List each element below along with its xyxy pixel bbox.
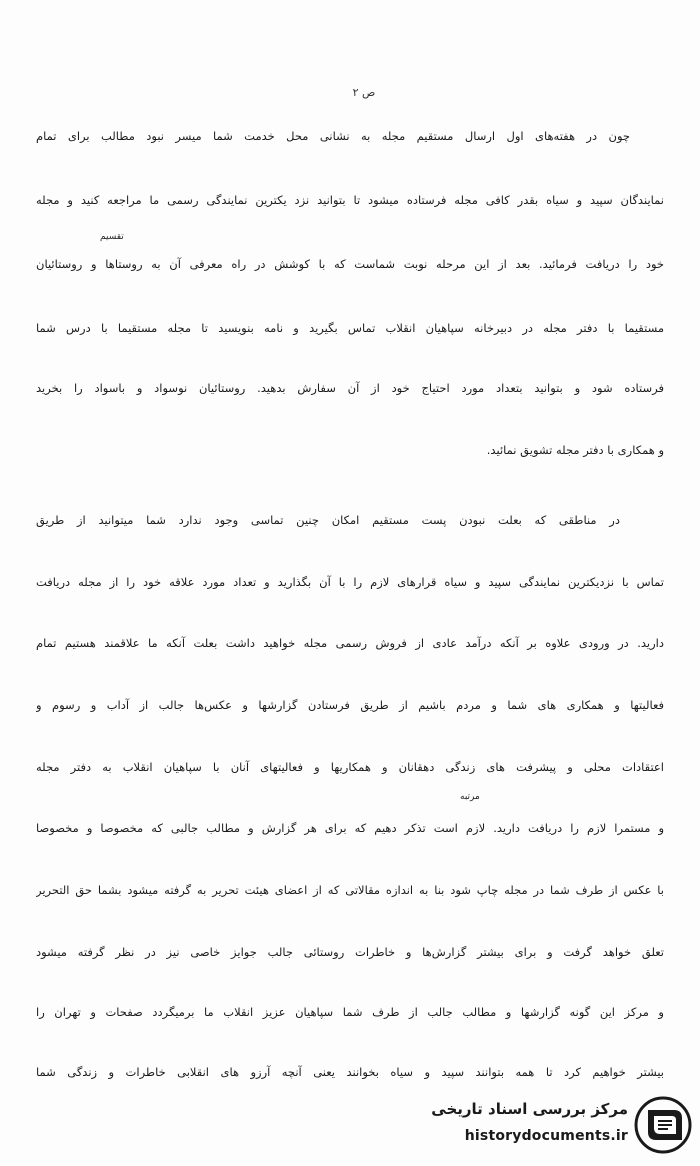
text-line: بیشتر خواهیم کرد تا همه بتوانند سپید و سیاه بخوانند یعنی آنچه آرزو های انقلابی خاطرات و زندگی شما xyxy=(36,1065,664,1079)
text-line: چون در هفته‌های اول ارسال مستقیم مجله به نشانی محل خدمت شما میسر نبود مطالب برای تمام xyxy=(36,129,630,143)
text-line: تماس با نزدیکترین نمایندگی سپید و سیاه قرارهای لازم را با آن بگذارید و تعداد مورد علاقه خود را از مجله دریافت xyxy=(36,575,664,589)
text-line: و مرکز این گونه گزارشها و مطالب جالب از طرف شما سپاهیان عزیز انقلاب ما برمیگردد صفحات و تهران را xyxy=(36,1005,664,1019)
text-line: فرستاده شود و بتوانید بتعداد مورد احتیاج خود از آن سفارش بدهید. روستائیان نوسواد و باسواد را بخرید xyxy=(36,381,664,395)
handwritten-insertion: تقسیم xyxy=(100,232,124,242)
text-line: خود را دریافت فرمائید. بعد از این مرحله نوبت شماست که با کوشش در راه معرفی آن به روستاها و روستائیان xyxy=(36,257,664,271)
text-line: فعالیتها و همکاری های شما و مردم باشیم از طریق فرستادن گزارشها و عکس‌ها جالب از آداب و رسوم و xyxy=(36,698,664,712)
watermark-logo xyxy=(402,1094,692,1158)
handwritten-insertion: مرتبه xyxy=(460,792,480,802)
text-line: در مناطقی که بعلت نبودن پست مستقیم امکان چنین تماسی وجود ندارد شما میتوانید از طریق xyxy=(36,513,620,527)
text-line: مستقیما با دفتر مجله در دبیرخانه سپاهیان انقلاب تماس بگیرید و نامه بنویسید تا مجله مستقیما با درس شما xyxy=(36,321,664,335)
text-line: نمایندگان سپید و سیاه بقدر کافی مجله فرستاده میشود تا بتوانید نزد یکترین نمایندگی رسمی ما مراجعه کنید و مجله xyxy=(36,193,664,207)
watermark-title: مرکز بررسی اسناد تاریخی xyxy=(431,1100,628,1118)
text-line: و مستمرا لازم را دریافت دارید. لازم است تذکر دهیم که برای هر گزارش و مطالب جالبی که مخصوصا و مخصوصا xyxy=(36,821,664,835)
page-number: ص ۲ xyxy=(352,86,376,99)
text-line: و همکاری با دفتر مجله تشویق نمائید. xyxy=(486,443,664,457)
watermark-url[interactable]: historydocuments.ir xyxy=(464,1128,628,1144)
text-line: دارید. در ورودی علاوه بر آنکه درآمد عادی از فروش رسمی مجله خواهید داشت بعلت آنکه ما علاقمند هستیم تمام xyxy=(36,636,664,650)
text-line: تعلق خواهد گرفت و برای بیشتر گزارش‌ها و خاطرات روستائی جالب جوایز خاصی نیز در نظر گرفته میشود xyxy=(36,945,664,959)
text-line: با عکس از طرف شما در مجله چاپ شود بنا به اندازه مقالاتی که از اعضای هیئت تحریر به گرفته میشود بشما حق التحریر xyxy=(36,883,664,897)
archive-logo-icon xyxy=(634,1096,692,1154)
text-line: اعتقادات محلی و پیشرفت های زندگی دهقانان و همکاریها و فعالیتهای آنان با سپاهیان انقلاب به دفتر مجله xyxy=(36,760,664,774)
